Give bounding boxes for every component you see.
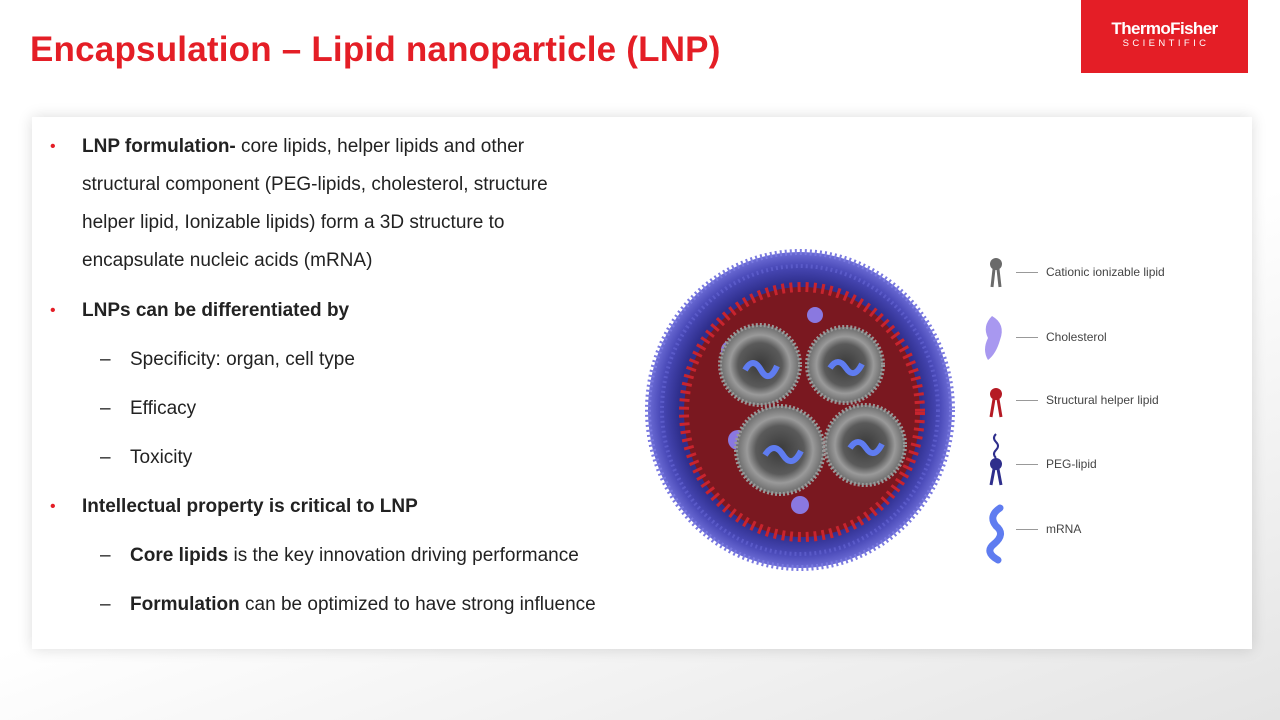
legend-label-helper: Structural helper lipid [1046,393,1159,407]
sub-bullet-dash: – [100,545,111,566]
mrna-core-particle [736,406,824,494]
bullet-text-line: core lipids, helper lipids and other [235,136,525,157]
legend-leader-line [1016,400,1038,401]
bullet-text-line: helper lipid, Ionizable lipids) form a 3D structure to [82,212,505,233]
bullet-text-line: encapsulate nucleic acids (mRNA) [82,250,373,271]
lnp-illustration [600,240,960,580]
thermo-fisher-logo [1081,0,1248,73]
sub-bullet-bold: Formulation [130,594,240,615]
legend-label-mrna: mRNA [1046,522,1082,536]
logo-wordmark: ThermoFisher [1111,19,1218,38]
cholesterol-icon [985,316,1002,360]
sub-bullet-dash: – [100,594,111,615]
legend-leader-line [1016,337,1038,338]
mrna-core-particle [825,405,905,485]
sub-bullet-text: Toxicity [130,447,193,468]
sub-bullet-dash: – [100,349,111,370]
sub-bullet-text: is the key innovation driving performance [228,545,579,566]
legend-leader-line [1016,464,1038,465]
sub-bullet-dash: – [100,398,111,419]
bullet-heading: Intellectual property is critical to LNP [82,496,418,517]
sub-bullet-text: can be optimized to have strong influence [239,594,596,615]
sub-bullet-text: Specificity: organ, cell type [130,349,355,370]
legend-leader-line [1016,529,1038,530]
legend-label-peg: PEG-lipid [1046,457,1097,471]
helper-lipid-icon [990,388,1002,417]
mrna-core-particle [720,325,800,405]
bullet-heading: LNP formulation- [82,136,236,157]
legend-label-cationic: Cationic ionizable lipid [1046,265,1165,279]
bullet-dot: • [50,498,56,515]
mrna-core-particle [807,327,883,403]
bullet-dot: • [50,302,56,319]
sub-bullet-dash: – [100,447,111,468]
mrna-icon [990,508,1001,560]
bullet-dot: • [50,138,56,155]
legend-leader-line [1016,272,1038,273]
slide-title: Encapsulation – Lipid nanoparticle (LNP) [30,30,721,69]
peg-lipid-icon [990,434,1002,485]
legend-icons [980,254,1016,574]
cationic-lipid-icon [990,258,1002,287]
bullet-text-line: structural component (PEG-lipids, cholesterol, structure [82,174,548,195]
sub-bullet-bold: Core lipids [130,545,229,566]
legend-label-cholesterol: Cholesterol [1046,330,1107,344]
bullet-heading: LNPs can be differentiated by [82,300,350,321]
logo-tagline: SCIENTIFIC [1122,38,1210,49]
sub-bullet-text: Efficacy [130,398,197,419]
